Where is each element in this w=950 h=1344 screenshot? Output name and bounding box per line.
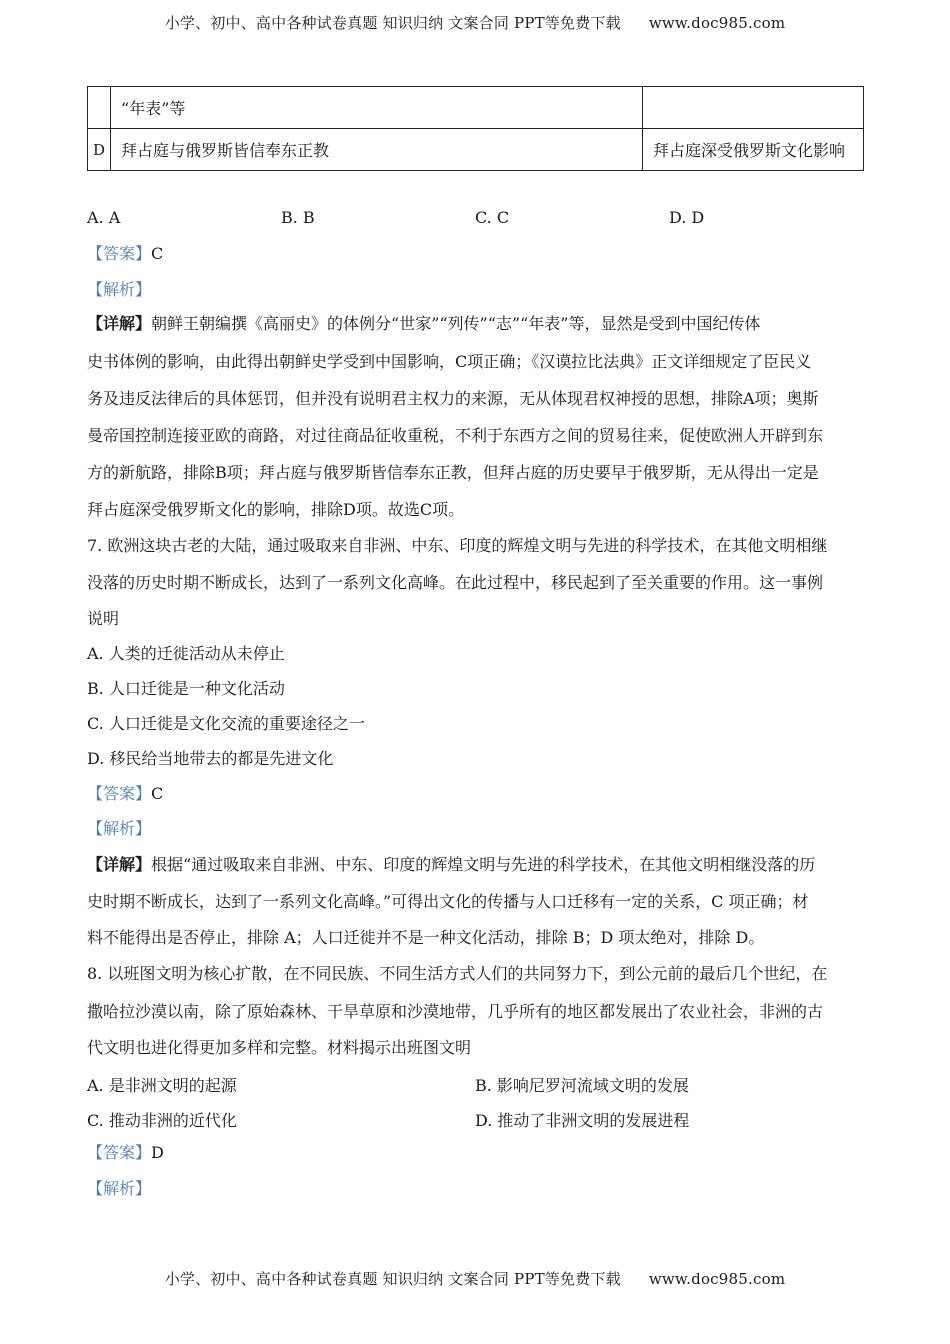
answer-value: D (151, 1143, 164, 1162)
answer-label: 【答案】 (87, 1143, 152, 1162)
q7-stem-line: 没落的历史时期不断成长，达到了一系列文化高峰。在此过程中，移民起到了至关重要的作用。这一事例 (87, 573, 824, 592)
q6-detail-line: 方的新航路，排除B项；拜占庭与俄罗斯皆信奉东正教，但拜占庭的历史要早于俄罗斯，无从得出一定是 (87, 463, 819, 482)
q7-detail-line: 料不能得出是否停止，排除 A；人口迁徙并不是一种文化活动，排除 B；D 项太绝对，排除 D。 (87, 928, 765, 947)
q6-choice-a: A. A (87, 208, 121, 227)
q7-option-a: A. 人类的迁徙活动从未停止 (87, 644, 285, 663)
q6-detail-line: 务及违反法律后的具体惩罚，但并没有说明君主权力的来源，无从体现君权神授的思想，排除A项；奥斯 (87, 389, 819, 408)
table-row (88, 129, 864, 171)
answer-label: 【答案】 (87, 784, 152, 803)
table-cell-key (88, 87, 111, 129)
page-header (0, 12, 950, 33)
header-site-link[interactable]: www.doc985.com (648, 14, 786, 32)
q7-stem-line: 7. 欧洲这块古老的大陆，通过吸取来自非洲、中东、印度的辉煌文明与先进的科学技术，在其他文明相继 (87, 536, 828, 555)
answer-value: C (151, 244, 164, 263)
q6-analysis-label: 【解析】 (87, 280, 152, 299)
q7-answer (87, 784, 163, 804)
table-cell-content: “年表”等 (111, 87, 643, 129)
q8-answer (87, 1143, 164, 1163)
q8-option-a: A. 是非洲文明的起源 (87, 1076, 237, 1095)
q7-detail-line: 【详解】根据“通过吸取来自非洲、中东、印度的辉煌文明与先进的科学技术，在其他文明相继没落的历 (87, 855, 816, 874)
q6-choice-b: B. B (281, 208, 315, 227)
q7-option-c: C. 人口迁徙是文化交流的重要途径之一 (87, 714, 365, 733)
q8-option-c: C. 推动非洲的近代化 (87, 1111, 237, 1130)
q8-stem-line: 代文明也进化得更加多样和完整。材料揭示出班图文明 (87, 1038, 472, 1057)
q8-stem-line: 撒哈拉沙漠以南，除了原始森林、干旱草原和沙漠地带，几乎所有的地区都发展出了农业社会，非洲的古 (87, 1002, 824, 1021)
footer-site-link[interactable]: www.doc985.com (648, 1270, 786, 1288)
answer-value: C (151, 784, 164, 803)
q7-option-d: D. 移民给当地带去的都是先进文化 (87, 749, 334, 768)
q8-option-d: D. 推动了非洲文明的发展进程 (475, 1111, 690, 1130)
options-table (87, 86, 864, 171)
detail-label: 【详解】 (87, 314, 152, 333)
q6-detail-line: 曼帝国控制连接亚欧的商路，对过往商品征收重税，不利于东西方之间的贸易往来，促使欧洲人开辟到东 (87, 426, 824, 445)
header-text: 小学、初中、高中各种试卷真题 知识归纳 文案合同 PPT等免费下载 (164, 14, 621, 32)
q7-analysis-label: 【解析】 (87, 819, 152, 838)
q6-detail-line: 拜占庭深受俄罗斯文化的影响，排除D项。故选C项。 (87, 500, 465, 519)
q6-answer (87, 244, 163, 264)
q6-choice-d: D. D (669, 208, 705, 227)
page-footer (0, 1268, 950, 1289)
q6-detail-line: 【详解】朝鲜王朝编撰《高丽史》的体例分“世家”“列传”“志”“年表”等，显然是受到中国纪传体 (87, 314, 761, 333)
q8-analysis-label: 【解析】 (87, 1179, 152, 1198)
q6-detail-line: 史书体例的影响，由此得出朝鲜史学受到中国影响，C项正确；《汉谟拉比法典》正文详细规定了臣民义 (87, 352, 812, 371)
q7-stem-line: 说明 (87, 609, 120, 628)
q7-option-b: B. 人口迁徙是一种文化活动 (87, 679, 285, 698)
footer-text: 小学、初中、高中各种试卷真题 知识归纳 文案合同 PPT等免费下载 (164, 1270, 621, 1288)
table-cell-key: D (88, 129, 111, 171)
table-row (88, 87, 864, 129)
answer-label: 【答案】 (87, 244, 152, 263)
table-cell-content: 拜占庭与俄罗斯皆信奉东正教 (111, 129, 643, 171)
q8-option-b: B. 影响尼罗河流域文明的发展 (475, 1076, 689, 1095)
q7-detail-line: 史时期不断成长，达到了一系列文化高峰。”可得出文化的传播与人口迁移有一定的关系，C 项正确；材 (87, 892, 809, 911)
q8-stem-line: 8. 以班图文明为核心扩散，在不同民族、不同生活方式人们的共同努力下，到公元前的最后几个世纪，在 (87, 964, 828, 983)
table-cell-note: 拜占庭深受俄罗斯文化影响 (643, 129, 864, 171)
detail-label: 【详解】 (87, 855, 152, 874)
table-cell-note (643, 87, 864, 129)
q6-choice-c: C. C (475, 208, 510, 227)
